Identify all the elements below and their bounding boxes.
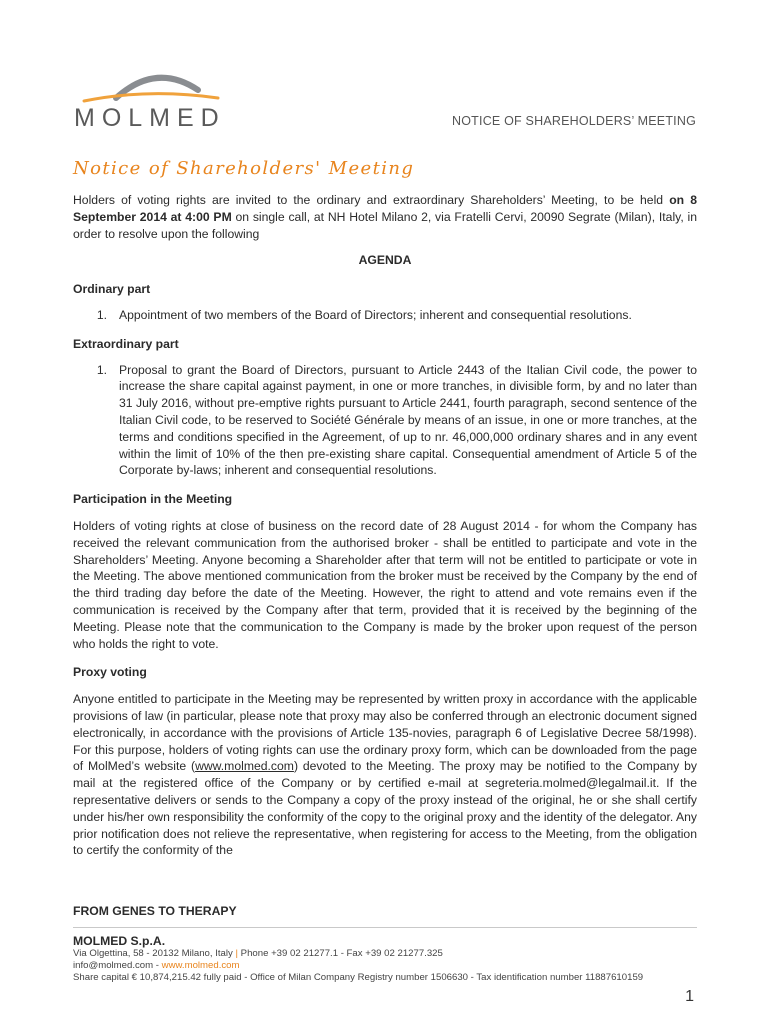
footer-dash: - xyxy=(155,959,159,971)
page-number: 1 xyxy=(685,988,694,1005)
extraordinary-part-heading: Extraordinary part xyxy=(73,336,179,351)
logo-wordmark: MOLMED xyxy=(74,104,226,132)
footer-address-line xyxy=(73,948,697,960)
footer-address: Via Olgettina, 58 - 20132 Milano, Italy xyxy=(73,948,233,959)
proxy-paragraph xyxy=(73,691,697,859)
proxy-voting-heading: Proxy voting xyxy=(73,665,147,680)
meeting-date: on 8 September 2014 at 4:00 PM xyxy=(73,193,697,224)
footer-company-name: MOLMED S.p.A. xyxy=(73,934,166,948)
footer-divider xyxy=(73,927,697,928)
agenda-heading: AGENDA xyxy=(358,253,412,268)
company-logo xyxy=(74,68,239,132)
participation-heading: Participation in the Meeting xyxy=(73,492,233,507)
footer-contact-line xyxy=(73,960,697,972)
proxy-text-1: Anyone entitled to participate in the Meeting may be represented by written proxy in accordance with the applicable provisions of law (in particular, please note that proxy may also be conferred through an electronic document signed electronically, in accordance with the provisions of Article 135-novies, paragraph 6 of Legislative Decree 58/1998). For this purpose, holders of voting rights can use the ordinary proxy form, which can be downloaded from the page of MolMed’s website ( xyxy=(73,692,697,774)
footer-capital-line: Share capital € 10,874,215.42 fully paid - Office of Milan Company Registry number 1506630 - Tax identification number 11887610159 xyxy=(73,971,644,983)
footer-tagline: FROM GENES TO THERAPY xyxy=(73,904,237,918)
intro-text-2: on single call, at NH Hotel Milano 2, via Fratelli Cervi, 20090 Segrate (Milan), Italy, in order to resolve upon the following xyxy=(73,209,697,241)
footer-email[interactable]: info@molmed.com xyxy=(73,959,154,971)
list-item-text: Proposal to grant the Board of Directors, pursuant to Article 2443 of the Italian Civil code, the power to increase the share capital against payment, in one or more tranches, in divisible form, by and no later than 31 July 2016, without pre-emptive rights pursuant to Article 2441, fourth paragraph, second sentence of the Italian Civil code, to be reserved to Société Générale by means of an issue, in one or more tranches, at the terms and conditions specified in the Agreement, of up to nr. 46,000,000 ordinary shares and in any event within the limit of 10% of the then pre-existing share capital. Consequential amendment of Article 5 of the Corporate by-laws; inherent and consequential resolutions. xyxy=(119,362,697,478)
footer-phone: Phone +39 02 21277.1 - Fax +39 02 21277.325 xyxy=(240,948,443,959)
notice-header-label: NOTICE OF SHAREHOLDERS’ MEETING xyxy=(452,114,696,128)
ordinary-part-heading: Ordinary part xyxy=(73,282,151,297)
website-link[interactable]: www.molmed.com xyxy=(195,759,294,774)
list-item xyxy=(73,307,697,324)
intro-paragraph xyxy=(73,192,697,242)
list-item-number: 1. xyxy=(96,307,107,322)
footer xyxy=(73,904,697,983)
list-item-text: Appointment of two members of the Board of Directors; inherent and consequential resolutions. xyxy=(119,307,632,322)
proxy-text-2: ) devoted to the Meeting. The proxy may be notified to the Company by mail at the registered office of the Company or by certified e-mail at segreteria.molmed@legalmail.it. If the representative delivers or sends to the Company a copy of the proxy instead of the original, he or she shall certify under his/her own responsibility the conformity of the copy to the original proxy and the identity of the delegator. Any prior notification does not relieve the representative, when registering for access to the Meeting, from the obligation to certify the conformity of the xyxy=(73,759,697,858)
footer-separator: | xyxy=(235,948,238,959)
page-title: Notice of Shareholders' Meeting xyxy=(73,158,415,179)
list-item xyxy=(73,362,697,480)
logo-arc-icon xyxy=(78,68,228,104)
footer-website-link[interactable]: www.molmed.com xyxy=(161,959,240,971)
participation-paragraph: Holders of voting rights at close of business on the record date of 28 August 2014 - for whom the Company has received the relevant communication from the authorised broker - shall be entitled to participate and vote in the Shareholders’ Meeting. Anyone becoming a Shareholder after that term will not be entitled to participate or vote in the Meeting. The above mentioned communication from the broker must be received by the Company by the end of the third trading day before the date of the Meeting. However, the right to attend and vote remains even if the communication is received by the Company after that term, provided that it is received by the beginning of the Meeting. Please note that the communication to the Company is made by the broker upon request of the person who holds the right to vote. xyxy=(73,518,697,651)
list-item-number: 1. xyxy=(96,362,107,377)
intro-text-1: Holders of voting rights are invited to the ordinary and extraordinary Shareholders’ Meeting, to be held xyxy=(73,193,670,207)
document-body xyxy=(73,192,697,859)
